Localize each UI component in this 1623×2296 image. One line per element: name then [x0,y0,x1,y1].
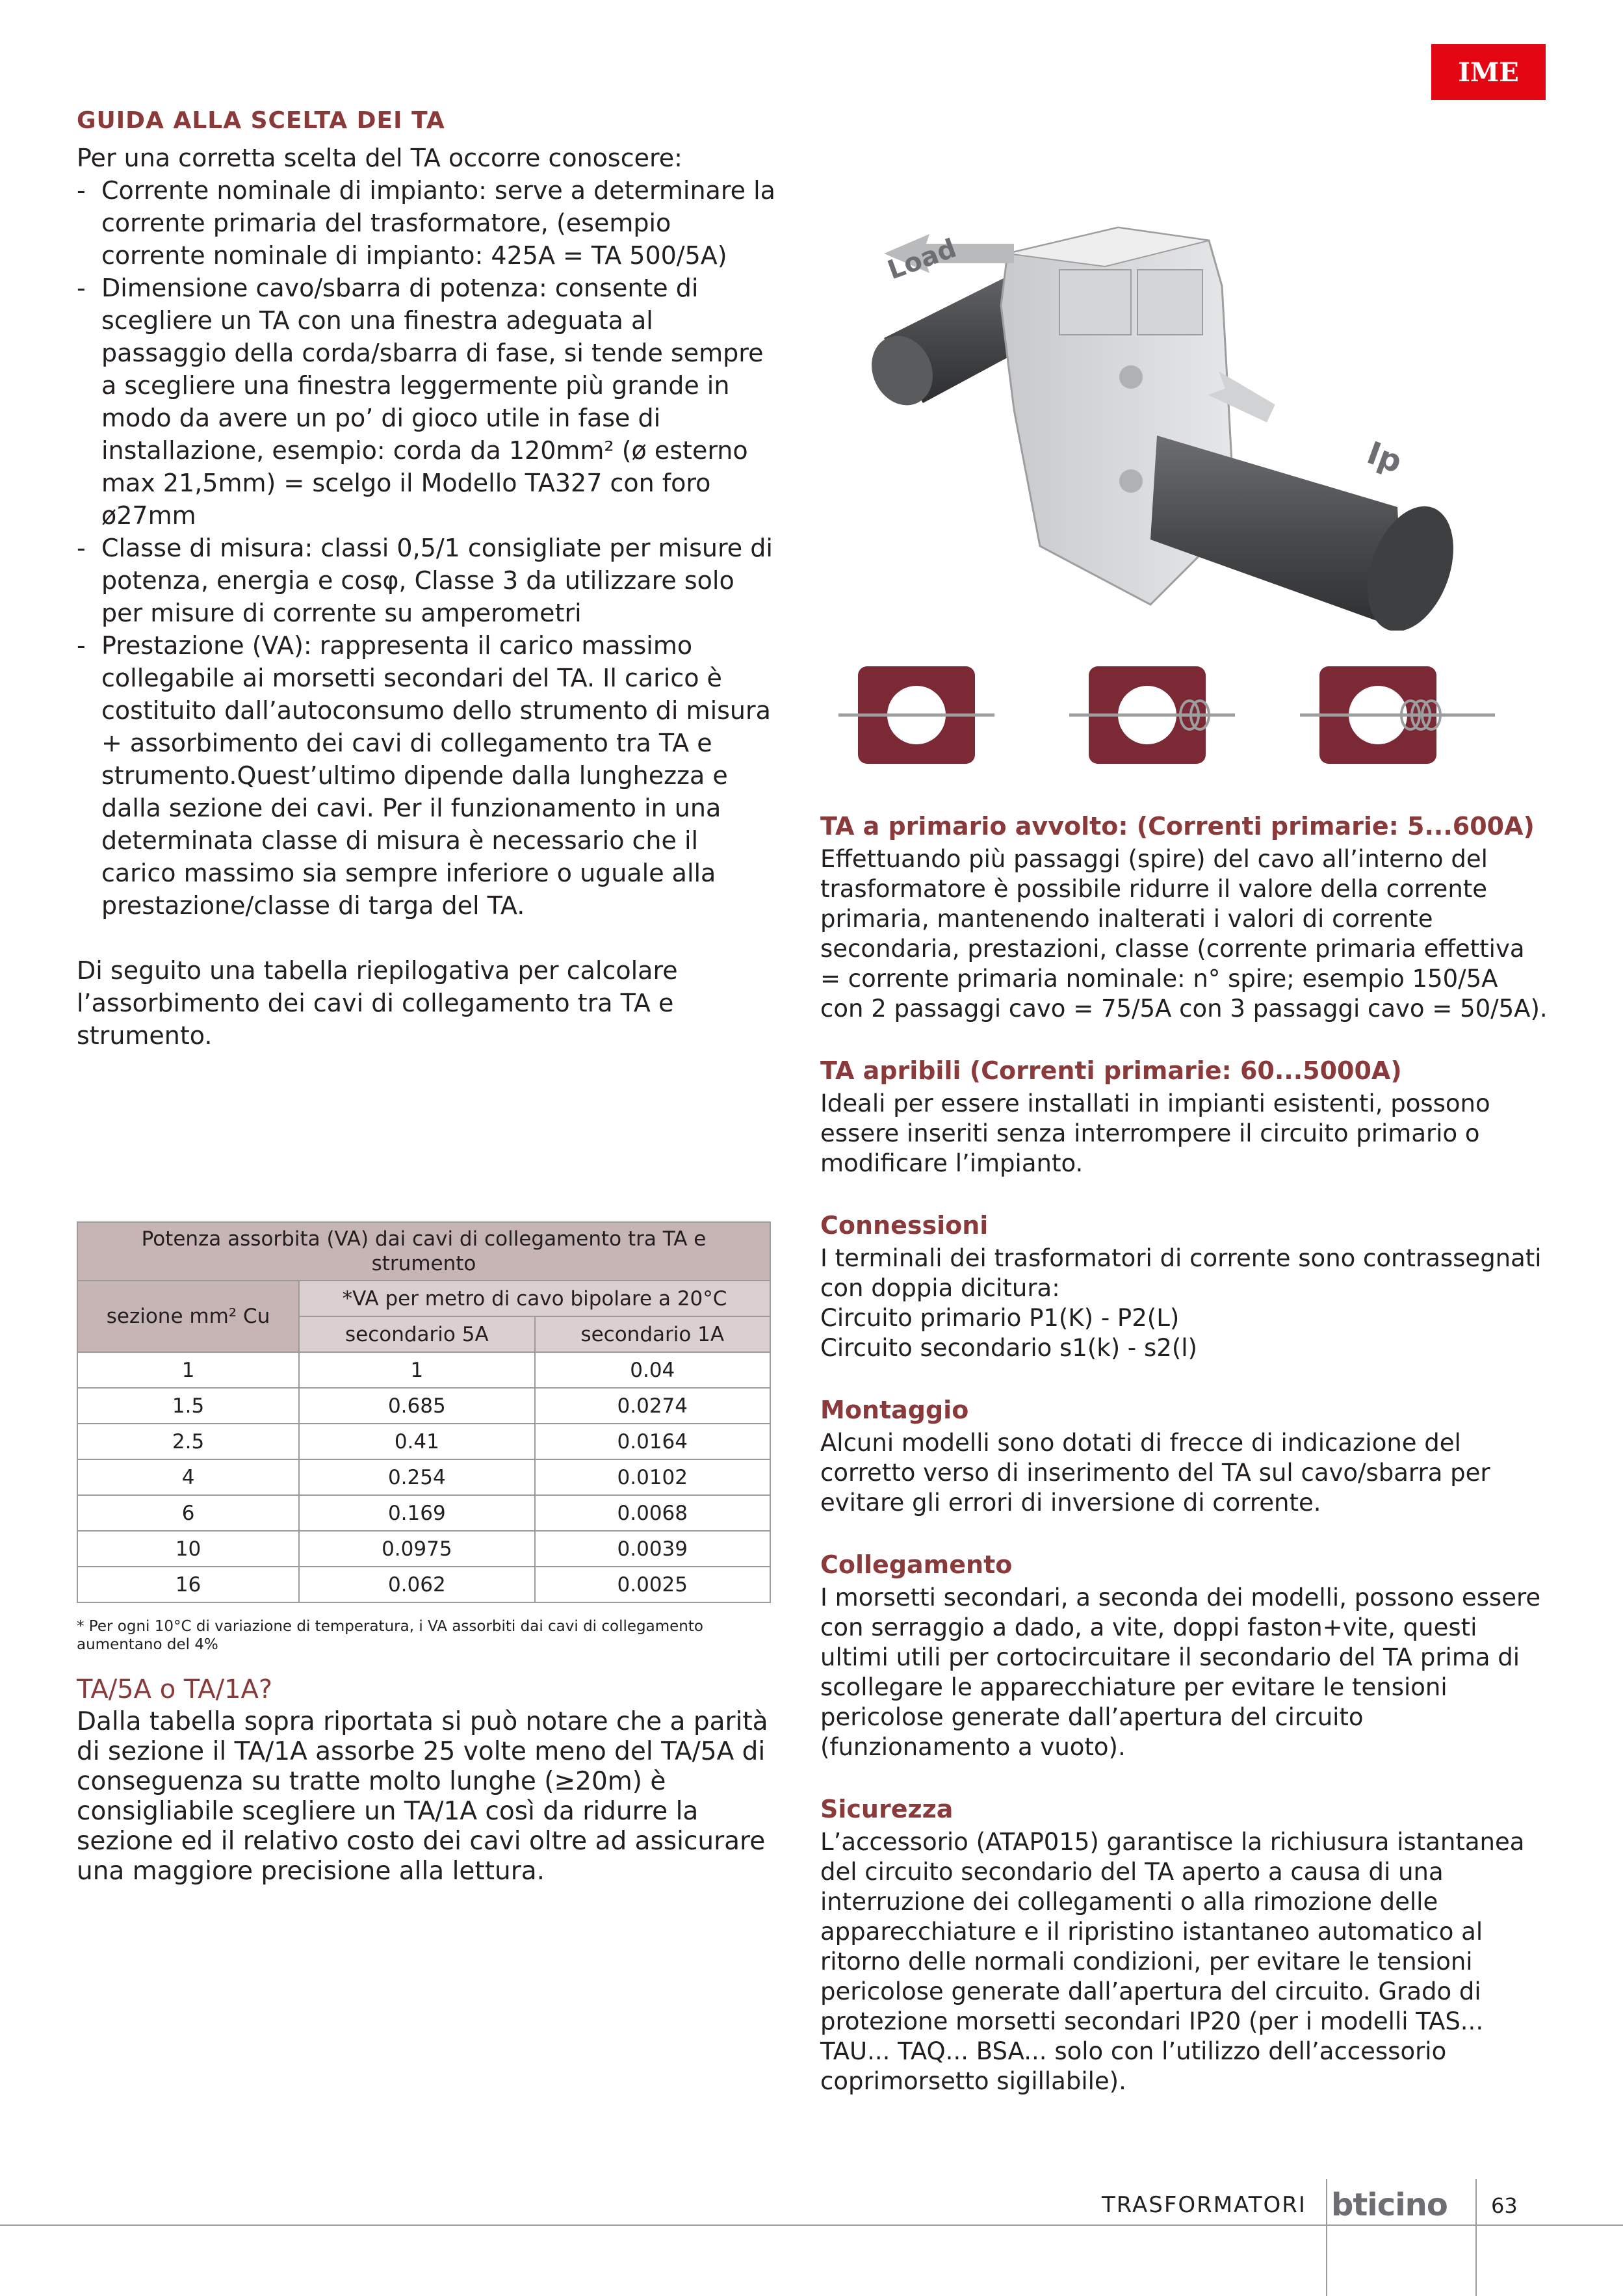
footer-divider [1475,2179,1477,2296]
table-title: Potenza assorbita (VA) dai cavi di collegamento tra TA e strumento [77,1222,770,1281]
guide-intro: Per una corretta scelta del TA occorre conoscere: [77,144,682,172]
section-connections [820,1210,1548,1363]
section-title: Sicurezza [820,1795,954,1823]
ct-screw [1119,365,1143,389]
page-number: 63 [1491,2193,1518,2218]
table-cell: 0.0164 [535,1424,770,1459]
va-table-container [77,1221,771,1603]
section-mounting [820,1394,1548,1518]
section-text: Alcuni modelli sono dotati di frecce di indicazione del corretto verso di inserimento del TA sul cavo/sbarra per evitare gli errori di inversione di corrente. [820,1429,1490,1517]
winding-2-turns [1069,666,1235,764]
winding-1-turn [838,666,994,764]
table-cell: 16 [77,1567,299,1602]
footer-rule [0,2224,1623,2226]
section-title: TA a primario avvolto: (Correnti primarie: 5...600A) [820,812,1535,841]
section-split-core [820,1055,1548,1179]
table-row [77,1388,770,1424]
guide-title: GUIDA ALLA SCELTA DEI TA [77,107,445,134]
bticino-logo: bticino [1331,2187,1448,2223]
table-cell: 0.0102 [535,1459,770,1495]
guide-body [77,142,779,1052]
table-cell: 1 [299,1352,534,1388]
table-row [77,1495,770,1531]
table-cell: 4 [77,1459,299,1495]
footer-section-label: TRASFORMATORI [1102,2192,1306,2218]
bullet-item: - Dimensione cavo/sbarra di potenza: consente di scegliere un TA con una finestra adeguata al passaggio della corda/sbarra di fase, si tende sempre a scegliere una finestra leggermente più grande in modo da avere un po’ di gioco utile in fase di installazione, esempio: corda da 120mm² (ø esterno max 21,5mm) = scelgo il Modello TA327 con foro ø27mm [77,272,779,532]
table-row [77,1459,770,1495]
table-cell: 0.0039 [535,1531,770,1567]
section-text: I morsetti secondari, a seconda dei modelli, possono essere con serraggio a dado, a vite, doppi faston+vite, questi ultimi utili per cortocircuitare il secondario del TA prima di scollegare le apparecchiature per evitare le tensioni pericolose generate dall’apertura del circuito (funzionamento a vuoto). [820,1584,1541,1761]
guide-summary: Di seguito una tabella riepilogativa per calcolare l’assorbimento dei cavi di collegamento tra TA e strumento. [77,956,678,1050]
footer-divider [1326,2179,1327,2296]
table-cell: 1.5 [77,1388,299,1424]
table-footnote: * Per ogni 10°C di variazione di temperatura, i VA assorbiti dai cavi di collegamento aumentano del 4% [77,1618,703,1653]
table-cell: 0.685 [299,1388,534,1424]
ct-screw [1119,469,1143,493]
ct-terminal-block [1137,270,1202,335]
section-text: L’accessorio (ATAP015) garantisce la richiusura istantanea del circuito secondario del TA aperto a causa di una interruzione dei collegamenti o alla rimozione delle apparecchiature e il ripristino istantaneo automatico al ritorno delle normali condizioni, per evitare le tensioni pericolose generate dall’apertura del circuito. Grado di protezione morsetti secondari IP20 (per i modelli TAS... TAU... TAQ... BSA... solo con l’utilizzo dell’accessorio coprimorsetto sigillabile). [820,1828,1525,2095]
ip-label: Ip [1362,434,1407,481]
table-cell: 10 [77,1531,299,1567]
ta5-title: TA/5A o TA/1A? [77,1675,273,1704]
bullet-item: - Classe di misura: classi 0,5/1 consigliate per misure di potenza, energia e cosφ, Classe 3 da utilizzare solo per misure di corrente su amperometri [77,532,779,629]
section-title: Collegamento [820,1550,1013,1579]
guide-section [77,107,779,1052]
winding-3-turns [1300,666,1495,764]
table-cell: 0.0068 [535,1495,770,1531]
table-row-header: sezione mm² Cu [77,1281,299,1352]
ct-illustration [845,215,1456,631]
table-group-header: *VA per metro di cavo bipolare a 20°C [299,1281,770,1316]
table-row [77,1567,770,1602]
table-cell: 0.0025 [535,1567,770,1602]
table-cell: 0.254 [299,1459,534,1495]
table-cell: 0.0274 [535,1388,770,1424]
table-cell: 6 [77,1495,299,1531]
winding-diagrams [838,663,1508,770]
section-title: TA apribili (Correnti primarie: 60...5000A) [820,1056,1402,1085]
table-cell: 0.062 [299,1567,534,1602]
ime-logo: IME [1431,44,1546,100]
bullet-item: - Corrente nominale di impianto: serve a determinare la corrente primaria del trasformatore, (esempio corrente nominale di impianto: 425A = TA 500/5A) [77,174,779,272]
right-column [820,811,1548,2128]
va-table [77,1221,771,1603]
load-label: Load [883,233,961,286]
bullet-item: - Prestazione (VA): rappresenta il carico massimo collegabile ai morsetti secondari del TA. Il carico è costituito dall’autoconsumo dello strumento di misura + assorbimento dei cavi di collegamento tra TA e strumento.Quest’ultimo dipende dalla lunghezza e dalla sezione dei cavi. Per il funzionamento in una determinata classe di misura è necessario che il carico massimo sia sempre inferiore o uguale alla prestazione/classe di targa del TA. [77,629,779,922]
section-text: I terminali dei trasformatori di corrente sono contrassegnati con doppia dicitura: Circuito primario P1(K) - P2(L) Circuito secondario s1(k) - s2(l) [820,1244,1542,1362]
guide-bullets [77,174,779,922]
section-wiring [820,1549,1548,1762]
table-col-1a: secondario 1A [535,1316,770,1352]
ct-terminal-block [1059,270,1131,335]
table-row [77,1531,770,1567]
table-cell: 2.5 [77,1424,299,1459]
table-cell: 0.41 [299,1424,534,1459]
section-text: Effettuando più passaggi (spire) del cavo all’interno del trasformatore è possibile ridurre il valore della corrente primaria, mantenendo inalterati i valori di corrente secondaria, prestazioni, classe (corrente primaria effettiva = corrente primaria nominale: n° spire; esempio 150/5A con 2 passaggi cavo = 75/5A con 3 passaggi cavo = 50/5A). [820,845,1548,1023]
table-col-5a: secondario 5A [299,1316,534,1352]
table-cell: 0.04 [535,1352,770,1388]
table-cell: 0.0975 [299,1531,534,1567]
section-wound-primary [820,811,1548,1024]
section-title: Connessioni [820,1211,989,1240]
section-text: Ideali per essere installati in impianti esistenti, possono essere inseriti senza interrompere il circuito primario o modificare l’impianto. [820,1089,1490,1177]
section-safety [820,1794,1548,2096]
ta5-text: Dalla tabella sopra riportata si può notare che a parità di sezione il TA/1A assorbe 25 volte meno del TA/5A di conseguenza su tratte molto lunghe (≥20m) è consigliabile scegliere un TA/1A così da ridurre la sezione ed il relativo costo dei cavi oltre ad assicurare una maggiore precisione alla lettura. [77,1707,768,1886]
section-title: Montaggio [820,1396,969,1424]
table-row [77,1352,770,1388]
table-cell: 1 [77,1352,299,1388]
table-row [77,1424,770,1459]
table-cell: 0.169 [299,1495,534,1531]
